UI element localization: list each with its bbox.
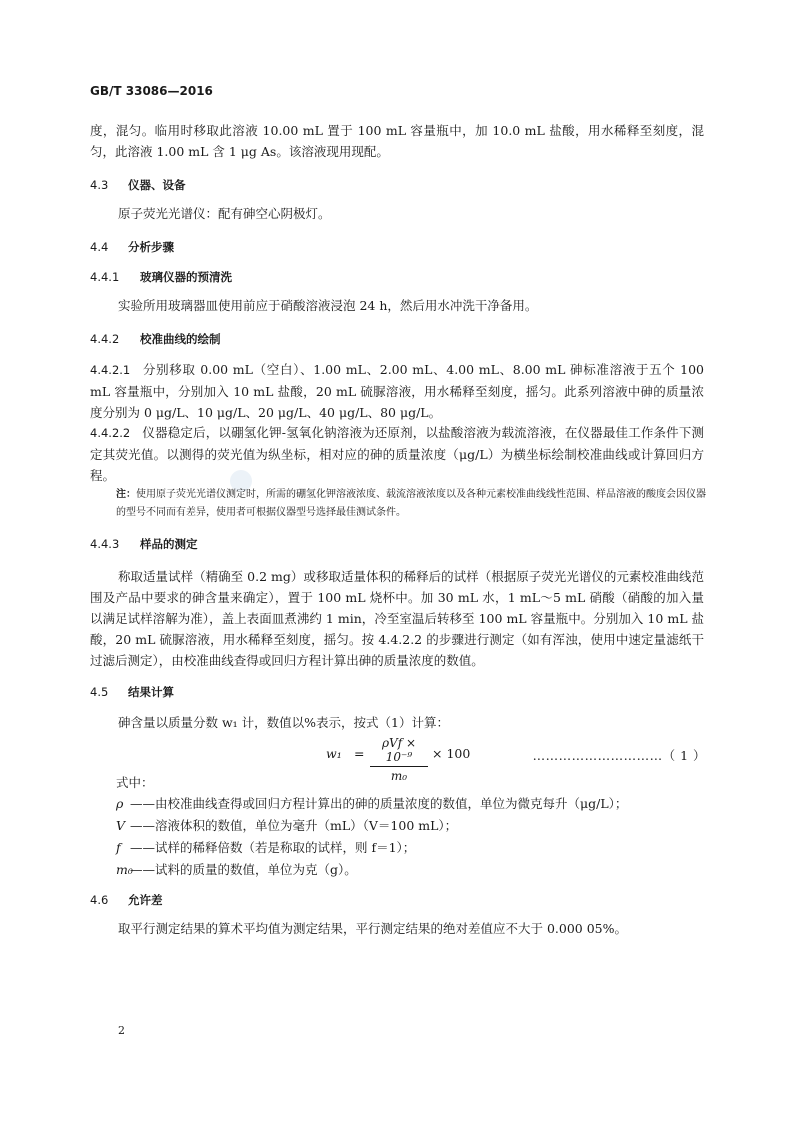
clause-text: 分别移取 0.00 mL（空白）、1.00 mL、2.00 mL、4.00 mL、8.00 mL 砷标准溶液于五个 100 mL 容量瓶中，分别加入 10 mL 盐酸，20 mL 硫脲溶液，用水稀释至刻度，摇匀。此系列溶液中砷的质量浓度分别为 0 μg/L、10 μg/L、20 μg/L、40 μg/L、80 μg/L。 bbox=[90, 362, 704, 420]
section-title: 允许差 bbox=[128, 893, 163, 907]
formula-numerator: ρVf × 10⁻⁹ bbox=[381, 736, 417, 764]
formula-1 bbox=[326, 736, 706, 783]
definition-text: ——溶液体积的数值，单位为毫升（mL）（V＝100 mL）； bbox=[130, 818, 458, 833]
where-label: 式中： bbox=[116, 775, 154, 790]
formula-denominator: m₀ bbox=[390, 769, 408, 783]
definition-text: ——由校准曲线查得或回归方程计算出的砷的质量浓度的数值，单位为微克每升（μg/L）； bbox=[130, 796, 628, 811]
section-4-5-text: 砷含量以质量分数 w₁ 计，数值以%表示，按式（1）计算： bbox=[118, 715, 449, 730]
section-number: 4.4 bbox=[90, 240, 109, 254]
clause-4-4-2-1 bbox=[90, 359, 704, 423]
clause-number: 4.4.2.1 bbox=[90, 363, 131, 377]
section-4-3-text: 原子荧光光谱仪：配有砷空心阴极灯。 bbox=[118, 206, 331, 221]
definition-symbol: f bbox=[116, 840, 121, 855]
section-number: 4.5 bbox=[90, 685, 109, 699]
definition-item bbox=[116, 838, 706, 858]
section-number: 4.4.3 bbox=[90, 537, 120, 551]
section-number: 4.3 bbox=[90, 178, 109, 192]
definition-item bbox=[116, 794, 706, 814]
note bbox=[116, 486, 706, 522]
formula-lhs: w₁ bbox=[326, 746, 342, 761]
formula-number: …………………………（ 1 ） bbox=[532, 748, 706, 763]
definition-symbol: m₀ bbox=[116, 862, 133, 877]
section-number: 4.6 bbox=[90, 893, 109, 907]
section-title: 样品的测定 bbox=[140, 537, 198, 551]
section-heading-4-5 bbox=[90, 684, 174, 700]
section-heading-4-4-1 bbox=[90, 269, 232, 285]
section-heading-4-3 bbox=[90, 177, 186, 193]
section-4-6-text: 取平行测定结果的算术平均值为测定结果，平行测定结果的绝对差值应不大于 0.000 05%。 bbox=[118, 921, 628, 936]
section-4-4-3-text: 称取适量试样（精确至 0.2 mg）或移取适量体积的稀释后的试样（根据原子荧光光谱仪的元素校准曲线范围及产品中要求的砷含量来确定），置于 100 mL 烧杯中。加 30 mL 水，1 mL～5 mL 硝酸（硝酸的加入量以满足试样溶解为准），盖上表面皿煮沸约 1 min，冷至室温后转移至 100 mL 容量瓶中。分别加入 10 mL 盐酸，20 mL 硫脲溶液，用水稀释至刻度，摇匀。按 4.4.2.2 的步骤进行测定（如有浑浊，使用中速定量滤纸干过滤后测定），由校准曲线查得或回归方程计算出砷的质量浓度的数值。 bbox=[90, 569, 704, 668]
section-number: 4.4.1 bbox=[90, 270, 120, 284]
definition-text: ——试料的质量的数值，单位为克（g）。 bbox=[130, 862, 357, 877]
formula-equals: = bbox=[354, 746, 365, 761]
section-number: 4.4.2 bbox=[90, 332, 120, 346]
clause-4-4-2-2 bbox=[90, 422, 704, 486]
clause-number: 4.4.2.2 bbox=[90, 426, 131, 440]
section-title: 仪器、设备 bbox=[128, 178, 186, 192]
fraction-bar bbox=[370, 766, 428, 767]
definition-item bbox=[116, 816, 706, 836]
definition-item bbox=[116, 860, 706, 880]
note-text: 使用原子荧光光谱仪测定时，所需的硼氢化钾溶液浓度、载流溶液浓度以及各种元素校准曲线线性范围、样品溶液的酸度会因仪器的型号不同而有差异，使用者可根据仪器型号选择最佳测试条件。 bbox=[116, 489, 706, 518]
section-4-4-1-text: 实验所用玻璃器皿使用前应于硝酸溶液浸泡 24 h，然后用水冲洗干净备用。 bbox=[118, 298, 538, 313]
clause-text: 仪器稳定后，以硼氢化钾-氢氧化钠溶液为还原剂，以盐酸溶液为载流溶液，在仪器最佳工作条件下测定其荧光值。以测得的荧光值为纵坐标，相对应的砷的质量浓度（μg/L）为横坐标绘制校准曲线或计算回归方程。 bbox=[90, 425, 704, 483]
note-label: 注： bbox=[116, 489, 136, 500]
definition-symbol: V bbox=[116, 818, 126, 833]
section-heading-4-4-3 bbox=[90, 536, 198, 552]
page-number: 2 bbox=[118, 1024, 125, 1037]
section-title: 结果计算 bbox=[128, 685, 174, 699]
section-heading-4-4 bbox=[90, 239, 174, 255]
section-heading-4-4-2 bbox=[90, 331, 221, 347]
standard-code: GB/T 33086—2016 bbox=[90, 84, 213, 98]
section-title: 玻璃仪器的预清洗 bbox=[140, 270, 232, 284]
definition-text: ——试样的稀释倍数（若是称取的试样，则 f＝1）； bbox=[130, 840, 416, 855]
definition-symbol: ρ bbox=[116, 796, 124, 811]
section-title: 分析步骤 bbox=[128, 240, 174, 254]
intro-paragraph: 度，混匀。临用时移取此溶液 10.00 mL 置于 100 mL 容量瓶中，加 10.0 mL 盐酸，用水稀释至刻度，混匀，此溶液 1.00 mL 含 1 μg As。该溶液现用现配。 bbox=[90, 123, 704, 159]
formula-multiplier: × 100 bbox=[432, 746, 471, 761]
section-title: 校准曲线的绘制 bbox=[140, 332, 221, 346]
section-heading-4-6 bbox=[90, 892, 163, 908]
